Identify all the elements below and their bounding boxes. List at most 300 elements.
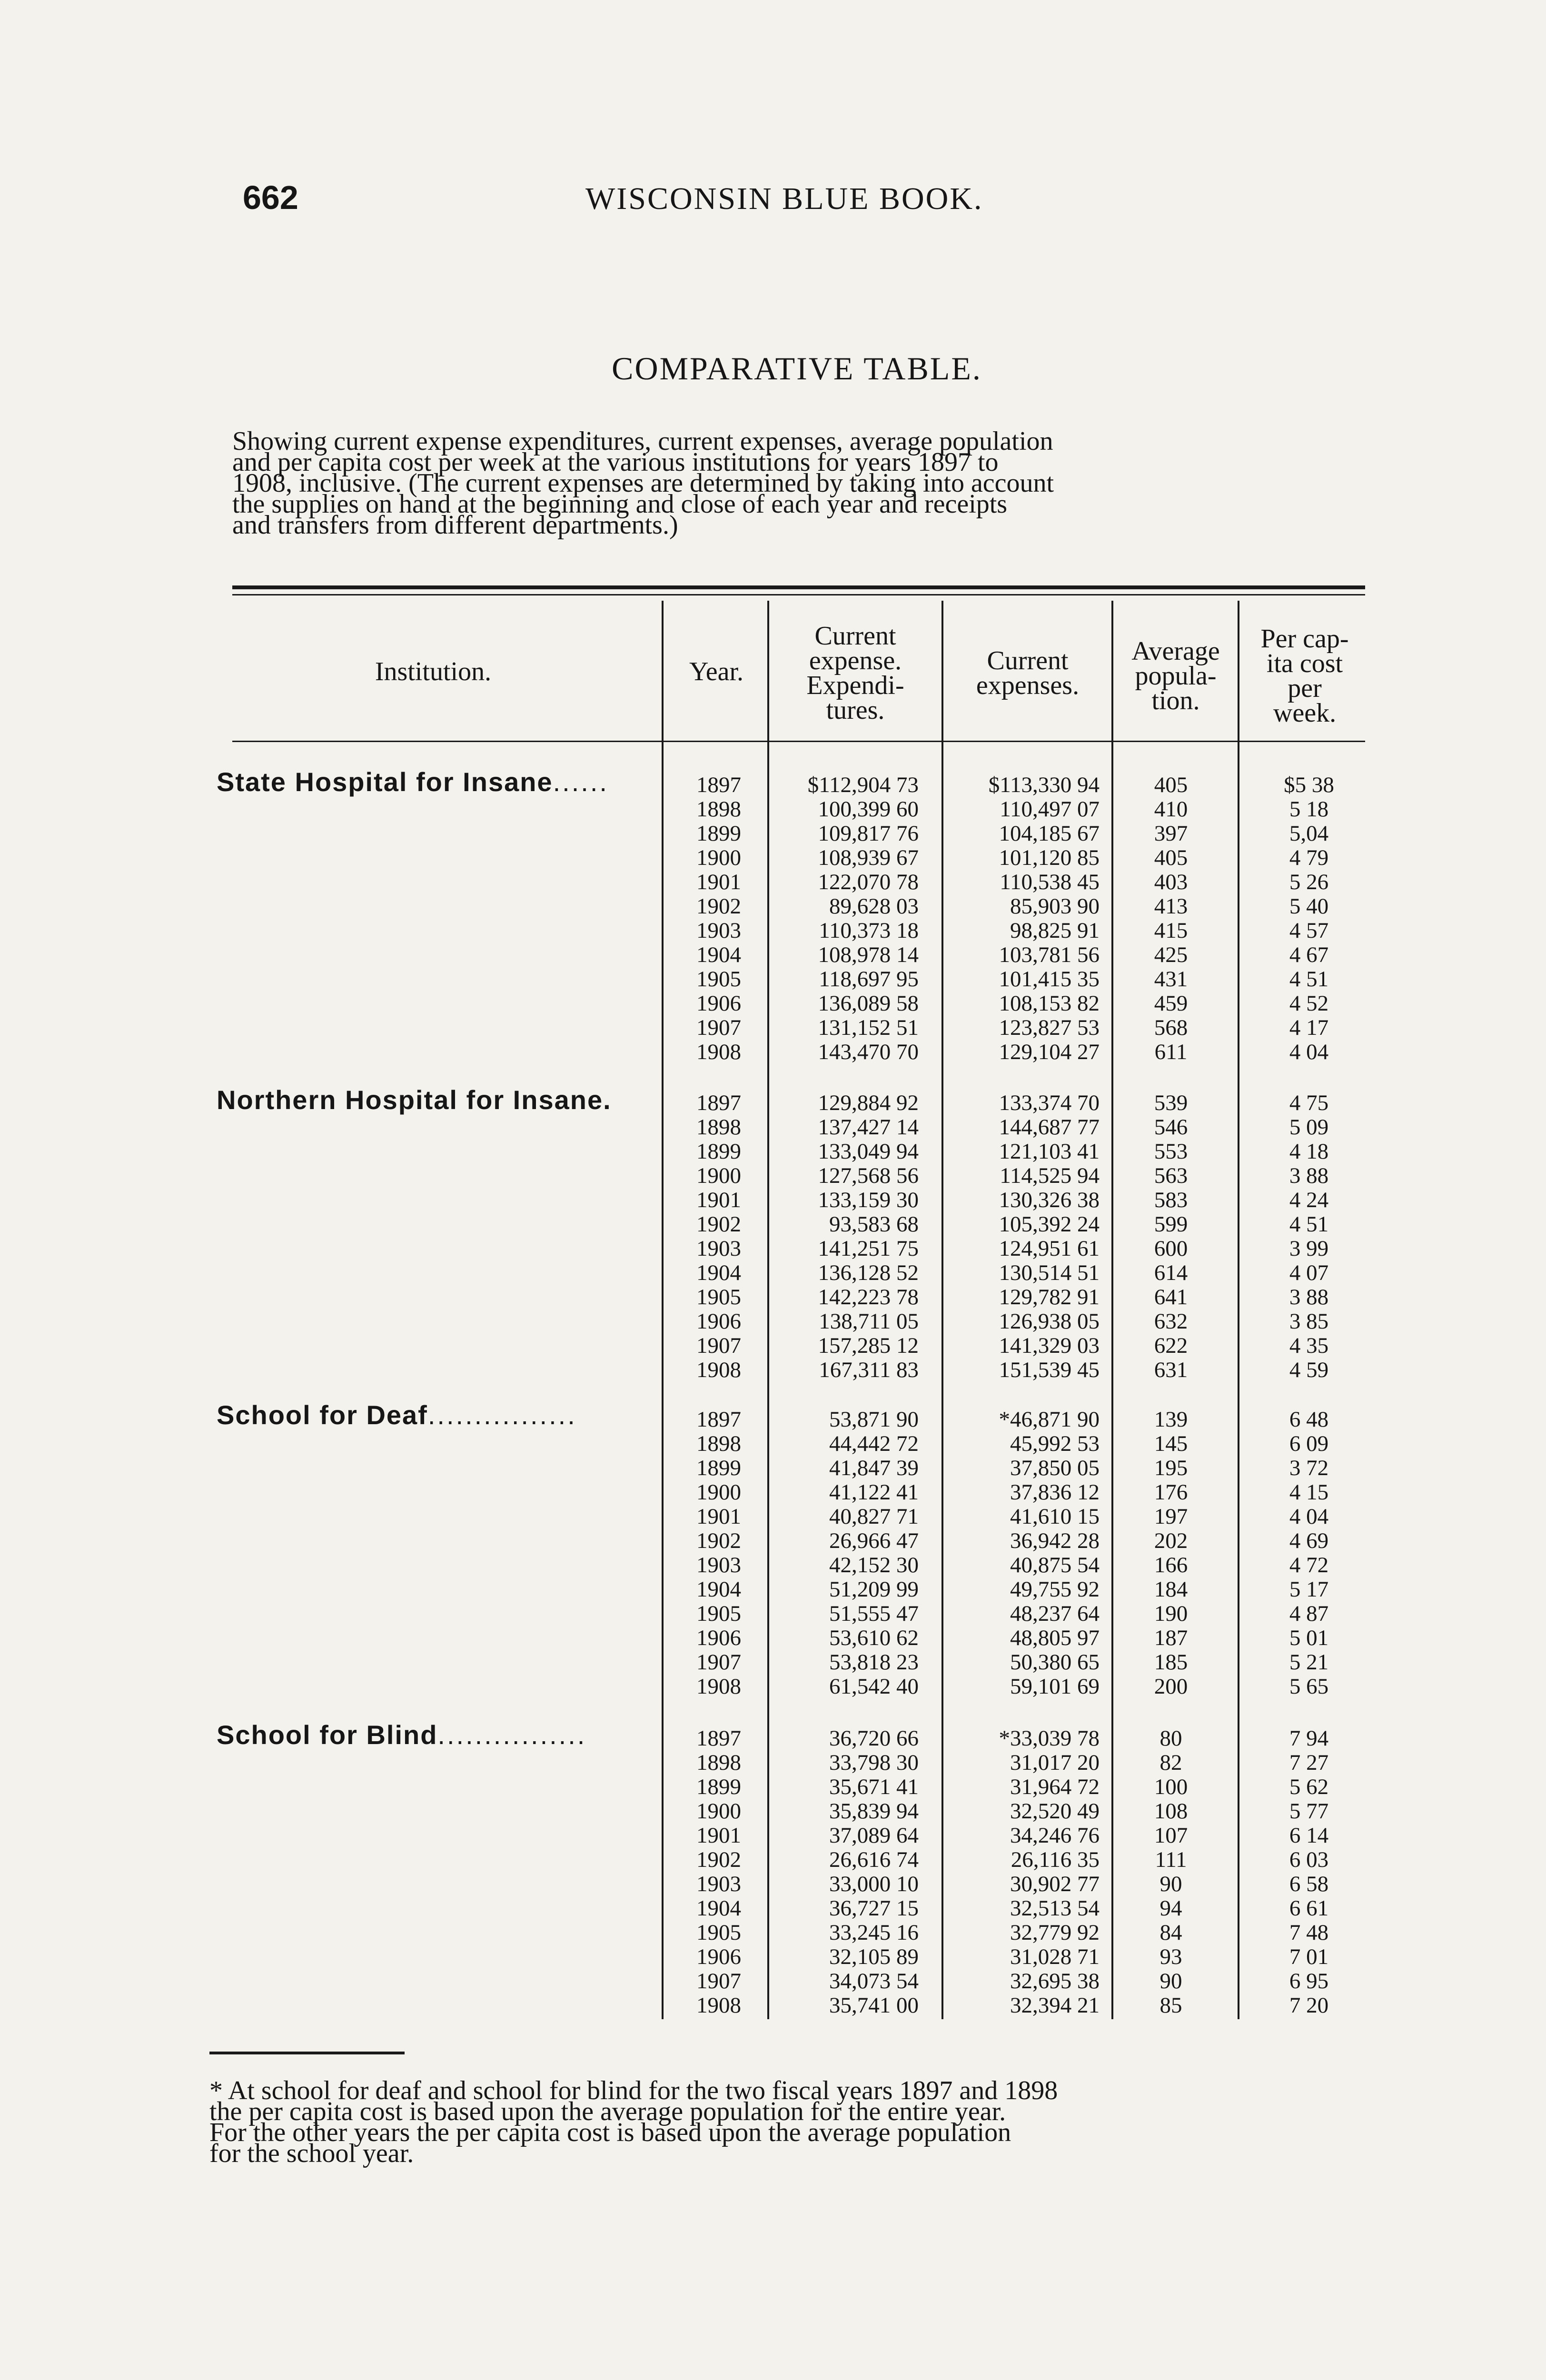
current-expense-cell: 130,514 51 — [999, 1260, 1100, 1285]
footnote-line: For the other years the per capita cost is based upon the average population — [209, 2118, 1011, 2147]
expenditure-cell: 136,089 58 — [818, 991, 919, 1016]
header-per-capita: Per cap- ita cost per week. — [1260, 624, 1349, 728]
expenditure-cell: 143,470 70 — [818, 1040, 919, 1064]
current-expense-cell: 32,394 21 — [1010, 1993, 1100, 2018]
year-cell: 1903 — [696, 1553, 741, 1577]
per-capita-cell: 3 85 — [1289, 1309, 1329, 1334]
per-capita-cell: $5 38 — [1284, 773, 1334, 797]
per-capita-cell: 3 99 — [1289, 1236, 1329, 1261]
expenditure-cell: 51,209 99 — [829, 1577, 919, 1602]
current-expense-cell: 31,017 20 — [1010, 1750, 1100, 1775]
table-row — [0, 1895, 1546, 1920]
table-row — [0, 1823, 1546, 1847]
table-row — [0, 918, 1546, 942]
year-cell: 1904 — [696, 1260, 741, 1285]
current-expense-cell: 49,755 92 — [1010, 1577, 1100, 1602]
per-capita-cell: 5 01 — [1289, 1626, 1329, 1650]
per-capita-cell: 6 58 — [1289, 1872, 1329, 1896]
expenditure-cell: 100,399 60 — [818, 797, 919, 822]
per-capita-cell: 5 21 — [1289, 1650, 1329, 1675]
expenditure-cell: 37,089 64 — [829, 1823, 919, 1848]
population-cell: 583 — [1154, 1188, 1188, 1212]
current-expense-cell: 151,539 45 — [999, 1358, 1100, 1382]
population-cell: 200 — [1154, 1674, 1188, 1699]
current-expense-cell: 130,326 38 — [999, 1188, 1100, 1212]
year-cell: 1903 — [696, 1872, 741, 1896]
current-expense-cell: 59,101 69 — [1010, 1674, 1100, 1699]
population-cell: 80 — [1160, 1726, 1182, 1751]
table-row — [0, 796, 1546, 821]
per-capita-cell: 5 62 — [1289, 1775, 1329, 1799]
population-cell: 166 — [1154, 1553, 1188, 1577]
expenditure-cell: 44,442 72 — [829, 1431, 919, 1456]
per-capita-cell: 4 75 — [1289, 1091, 1329, 1115]
year-cell: 1902 — [696, 894, 741, 919]
per-capita-cell: 4 51 — [1289, 967, 1329, 992]
per-capita-cell: 4 07 — [1289, 1260, 1329, 1285]
year-cell: 1906 — [696, 1309, 741, 1334]
current-expense-cell: 31,028 71 — [1010, 1944, 1100, 1969]
population-cell: 197 — [1154, 1504, 1188, 1529]
table-row — [0, 821, 1546, 845]
year-cell: 1897 — [696, 1726, 741, 1751]
institution-label: State Hospital for Insane...... — [217, 767, 609, 797]
year-cell: 1900 — [696, 1799, 741, 1824]
table-row — [0, 1504, 1546, 1528]
expenditure-cell: 127,568 56 — [818, 1163, 919, 1188]
expenditure-cell: 36,727 15 — [829, 1896, 919, 1921]
year-cell: 1901 — [696, 870, 741, 894]
expenditure-cell: 137,427 14 — [818, 1115, 919, 1140]
current-expense-cell: 48,237 64 — [1010, 1601, 1100, 1626]
current-expense-cell: 101,415 35 — [999, 967, 1100, 992]
population-cell: 93 — [1160, 1944, 1182, 1969]
current-expense-cell: *46,871 90 — [999, 1407, 1100, 1432]
population-cell: 84 — [1160, 1920, 1182, 1945]
per-capita-cell: 5 26 — [1289, 870, 1329, 894]
current-expense-cell: 133,374 70 — [999, 1091, 1100, 1115]
per-capita-cell: 4 15 — [1289, 1480, 1329, 1505]
intro-line: and transfers from different departments.) — [232, 510, 678, 540]
table-row — [0, 1847, 1546, 1871]
current-expense-cell: 48,805 97 — [1010, 1626, 1100, 1650]
per-capita-cell: 4 87 — [1289, 1601, 1329, 1626]
per-capita-cell: 5 17 — [1289, 1577, 1329, 1602]
table-row — [0, 942, 1546, 966]
population-cell: 410 — [1154, 797, 1188, 822]
year-cell: 1907 — [696, 1015, 741, 1040]
table-row — [0, 1211, 1546, 1236]
year-cell: 1899 — [696, 1139, 741, 1164]
per-capita-cell: 3 72 — [1289, 1456, 1329, 1480]
table-row — [0, 1114, 1546, 1139]
header-expenditures: Current expense. Expendi- tures. — [806, 621, 904, 725]
population-cell: 107 — [1154, 1823, 1188, 1848]
year-cell: 1901 — [696, 1504, 741, 1529]
population-cell: 431 — [1154, 967, 1188, 992]
expenditure-cell: 141,251 75 — [818, 1236, 919, 1261]
per-capita-cell: 4 18 — [1289, 1139, 1329, 1164]
table-row — [0, 1798, 1546, 1823]
year-cell: 1900 — [696, 845, 741, 870]
header-average-population: Average popula- tion. — [1131, 636, 1220, 715]
year-cell: 1902 — [696, 1212, 741, 1237]
current-expense-cell: 32,779 92 — [1010, 1920, 1100, 1945]
population-cell: 563 — [1154, 1163, 1188, 1188]
population-cell: 539 — [1154, 1091, 1188, 1115]
population-cell: 403 — [1154, 870, 1188, 894]
expenditure-cell: 41,847 39 — [829, 1456, 919, 1480]
year-cell: 1898 — [696, 1431, 741, 1456]
year-cell: 1906 — [696, 991, 741, 1016]
year-cell: 1905 — [696, 1920, 741, 1945]
current-expense-cell: 121,103 41 — [999, 1139, 1100, 1164]
per-capita-cell: 4 24 — [1289, 1188, 1329, 1212]
table-row — [0, 1625, 1546, 1649]
per-capita-cell: 4 04 — [1289, 1040, 1329, 1064]
current-expense-cell: 124,951 61 — [999, 1236, 1100, 1261]
population-cell: 145 — [1154, 1431, 1188, 1456]
population-cell: 568 — [1154, 1015, 1188, 1040]
expenditure-cell: 108,978 14 — [818, 942, 919, 967]
expenditure-cell: 35,839 94 — [829, 1799, 919, 1824]
expenditure-cell: 53,871 90 — [829, 1407, 919, 1432]
expenditure-cell: 133,049 94 — [818, 1139, 919, 1164]
population-cell: 185 — [1154, 1650, 1188, 1675]
year-cell: 1902 — [696, 1528, 741, 1553]
year-cell: 1906 — [696, 1944, 741, 1969]
per-capita-cell: 4 79 — [1289, 845, 1329, 870]
table-row — [0, 893, 1546, 918]
expenditure-cell: 41,122 41 — [829, 1480, 919, 1505]
table-row — [0, 1552, 1546, 1577]
current-expense-cell: 123,827 53 — [999, 1015, 1100, 1040]
table-row — [0, 1577, 1546, 1601]
footnote — [209, 2076, 1347, 2168]
header-year: Year. — [689, 657, 744, 686]
table-row — [0, 966, 1546, 991]
per-capita-cell: 4 67 — [1289, 942, 1329, 967]
expenditure-cell: 26,616 74 — [829, 1847, 919, 1872]
year-cell: 1907 — [696, 1969, 741, 1993]
per-capita-cell: 4 04 — [1289, 1504, 1329, 1529]
population-cell: 611 — [1154, 1040, 1188, 1064]
year-cell: 1897 — [696, 1091, 741, 1115]
current-expense-cell: 32,513 54 — [1010, 1896, 1100, 1921]
year-cell: 1907 — [696, 1650, 741, 1675]
year-cell: 1898 — [696, 1115, 741, 1140]
year-cell: 1897 — [696, 773, 741, 797]
expenditure-cell: 110,373 18 — [819, 918, 919, 943]
page-number: 662 — [243, 179, 298, 216]
year-cell: 1905 — [696, 1285, 741, 1309]
table-row — [0, 1357, 1546, 1381]
current-expense-cell: 101,120 85 — [999, 845, 1100, 870]
population-cell: 82 — [1160, 1750, 1182, 1775]
current-expense-cell: 36,942 28 — [1010, 1528, 1100, 1553]
current-expense-cell: 30,902 77 — [1010, 1872, 1100, 1896]
running-head: WISCONSIN BLUE BOOK. — [585, 181, 983, 216]
current-expense-cell: 37,836 12 — [1010, 1480, 1100, 1505]
expenditure-cell: 42,152 30 — [829, 1553, 919, 1577]
year-cell: 1900 — [696, 1163, 741, 1188]
current-expense-cell: 98,825 91 — [1010, 918, 1100, 943]
current-expense-cell: 31,964 72 — [1010, 1775, 1100, 1799]
expenditure-cell: 33,245 16 — [829, 1920, 919, 1945]
per-capita-cell: 5 09 — [1289, 1115, 1329, 1140]
population-cell: 413 — [1154, 894, 1188, 919]
table-row — [0, 1968, 1546, 1993]
per-capita-cell: 5 77 — [1289, 1799, 1329, 1824]
per-capita-cell: 6 95 — [1289, 1969, 1329, 1993]
population-cell: 111 — [1155, 1847, 1187, 1872]
expenditure-cell: 61,542 40 — [829, 1674, 919, 1699]
population-cell: 632 — [1154, 1309, 1188, 1334]
footnote-line: for the school year. — [209, 2139, 414, 2168]
population-cell: 202 — [1154, 1528, 1188, 1553]
per-capita-cell: 5 18 — [1289, 797, 1329, 822]
year-cell: 1904 — [696, 1577, 741, 1602]
current-expense-cell: 32,520 49 — [1010, 1799, 1100, 1824]
expenditure-cell: 108,939 67 — [818, 845, 919, 870]
population-cell: 405 — [1154, 845, 1188, 870]
population-cell: 176 — [1154, 1480, 1188, 1505]
expenditure-cell: 53,610 62 — [829, 1626, 919, 1650]
population-cell: 108 — [1154, 1799, 1188, 1824]
expenditure-cell: 122,070 78 — [818, 870, 919, 894]
institution-label: School for Blind................ — [217, 1720, 587, 1750]
per-capita-cell: 6 48 — [1289, 1407, 1329, 1432]
expenditure-cell: 129,884 92 — [818, 1091, 919, 1115]
current-expense-cell: 26,116 35 — [1011, 1847, 1100, 1872]
table-row — [0, 1236, 1546, 1260]
expenditure-cell: 93,583 68 — [829, 1212, 919, 1237]
header-institution: Institution. — [375, 657, 492, 686]
current-expense-cell: 108,153 82 — [999, 991, 1100, 1016]
year-cell: 1902 — [696, 1847, 741, 1872]
population-cell: 90 — [1160, 1969, 1182, 1993]
expenditure-cell: 167,311 83 — [819, 1358, 919, 1382]
table-top-rule-thin — [232, 594, 1365, 595]
year-cell: 1899 — [696, 821, 741, 846]
table-row — [0, 1674, 1546, 1698]
population-cell: 425 — [1154, 942, 1188, 967]
year-cell: 1904 — [696, 942, 741, 967]
expenditure-cell: 36,720 66 — [829, 1726, 919, 1751]
table-row — [0, 1774, 1546, 1798]
population-cell: 599 — [1154, 1212, 1188, 1237]
table-row — [0, 1993, 1546, 2017]
population-cell: 100 — [1154, 1775, 1188, 1799]
per-capita-cell: 4 57 — [1289, 918, 1329, 943]
current-expense-cell: 34,246 76 — [1010, 1823, 1100, 1848]
year-cell: 1901 — [696, 1823, 741, 1848]
current-expense-cell: 110,538 45 — [1000, 870, 1100, 894]
per-capita-cell: 5,04 — [1289, 821, 1329, 846]
expenditure-cell: 33,798 30 — [829, 1750, 919, 1775]
current-expense-cell: 114,525 94 — [1000, 1163, 1100, 1188]
year-cell: 1898 — [696, 797, 741, 822]
per-capita-cell: 5 40 — [1289, 894, 1329, 919]
population-cell: 553 — [1154, 1139, 1188, 1164]
current-expense-cell: 129,104 27 — [999, 1040, 1100, 1064]
current-expense-cell: 103,781 56 — [999, 942, 1100, 967]
expenditure-cell: 118,697 95 — [819, 967, 919, 992]
institution-label: Northern Hospital for Insane. — [217, 1085, 612, 1115]
expenditure-cell: 133,159 30 — [818, 1188, 919, 1212]
year-cell: 1901 — [696, 1188, 741, 1212]
expenditure-cell: 131,152 51 — [818, 1015, 919, 1040]
per-capita-cell: 7 48 — [1289, 1920, 1329, 1945]
table-row — [0, 1528, 1546, 1552]
year-cell: 1905 — [696, 1601, 741, 1626]
population-cell: 187 — [1154, 1626, 1188, 1650]
table-row — [0, 1479, 1546, 1504]
expenditure-cell: 26,966 47 — [829, 1528, 919, 1553]
current-expense-cell: 104,185 67 — [999, 821, 1100, 846]
footnote-rule — [209, 2052, 405, 2054]
per-capita-cell: 4 35 — [1289, 1333, 1329, 1358]
table-row — [0, 1309, 1546, 1333]
per-capita-cell: 6 03 — [1289, 1847, 1329, 1872]
per-capita-cell: 4 72 — [1289, 1553, 1329, 1577]
population-cell: 415 — [1154, 918, 1188, 943]
per-capita-cell: 7 20 — [1289, 1993, 1329, 2018]
table-row — [0, 991, 1546, 1015]
year-cell: 1907 — [696, 1333, 741, 1358]
expenditure-cell: 136,128 52 — [818, 1260, 919, 1285]
year-cell: 1908 — [696, 1674, 741, 1699]
current-expense-cell: *33,039 78 — [999, 1726, 1100, 1751]
intro-paragraph — [232, 426, 1365, 540]
table-row — [0, 1431, 1546, 1455]
table-row — [0, 1260, 1546, 1284]
population-cell: 622 — [1154, 1333, 1188, 1358]
table-row — [0, 1750, 1546, 1774]
year-cell: 1898 — [696, 1750, 741, 1775]
current-expense-cell: 129,782 91 — [999, 1285, 1100, 1309]
year-cell: 1903 — [696, 1236, 741, 1261]
population-cell: 614 — [1154, 1260, 1188, 1285]
intro-line: Showing current expense expenditures, current expenses, average population — [232, 426, 1053, 456]
current-expense-cell: 126,938 05 — [999, 1309, 1100, 1334]
current-expense-cell: 105,392 24 — [999, 1212, 1100, 1237]
current-expense-cell: 50,380 65 — [1010, 1650, 1100, 1675]
expenditure-cell: 51,555 47 — [829, 1601, 919, 1626]
table-row — [0, 1944, 1546, 1968]
per-capita-cell: 4 52 — [1289, 991, 1329, 1016]
year-cell: 1906 — [696, 1626, 741, 1650]
population-cell: 184 — [1154, 1577, 1188, 1602]
per-capita-cell: 6 09 — [1289, 1431, 1329, 1456]
expenditure-cell: 35,741 00 — [829, 1993, 919, 2018]
table-row — [0, 1139, 1546, 1163]
table-row — [0, 845, 1546, 869]
table-row — [0, 1163, 1546, 1187]
year-cell: 1903 — [696, 918, 741, 943]
table-row — [0, 1284, 1546, 1309]
table-row — [0, 1333, 1546, 1357]
current-expense-cell: 45,992 53 — [1010, 1431, 1100, 1456]
table-row — [0, 1039, 1546, 1063]
table-row — [0, 1871, 1546, 1895]
population-cell: 405 — [1154, 773, 1188, 797]
year-cell: 1899 — [696, 1775, 741, 1799]
per-capita-cell: 3 88 — [1289, 1163, 1329, 1188]
per-capita-cell: 4 51 — [1289, 1212, 1329, 1237]
expenditure-cell: 53,818 23 — [829, 1650, 919, 1675]
table-row — [0, 1015, 1546, 1039]
year-cell: 1908 — [696, 1358, 741, 1382]
population-cell: 85 — [1160, 1993, 1182, 2018]
population-cell: 139 — [1154, 1407, 1188, 1432]
year-cell: 1899 — [696, 1456, 741, 1480]
intro-line: and per capita cost per week at the various institutions for years 1897 to — [232, 447, 999, 477]
table-row — [0, 1187, 1546, 1211]
year-cell: 1897 — [696, 1407, 741, 1432]
per-capita-cell: 4 59 — [1289, 1358, 1329, 1382]
institution-label: School for Deaf................ — [217, 1400, 577, 1430]
per-capita-cell: 4 17 — [1289, 1015, 1329, 1040]
year-cell: 1908 — [696, 1993, 741, 2018]
expenditure-cell: 109,817 76 — [818, 821, 919, 846]
table-row — [0, 1601, 1546, 1625]
population-cell: 546 — [1154, 1115, 1188, 1140]
per-capita-cell: 3 88 — [1289, 1285, 1329, 1309]
per-capita-cell: 5 65 — [1289, 1674, 1329, 1699]
table-row — [0, 869, 1546, 893]
population-cell: 459 — [1154, 991, 1188, 1016]
table-top-rule — [232, 585, 1365, 589]
footnote-line: * At school for deaf and school for blind for the two fiscal years 1897 and 1898 — [209, 2076, 1058, 2105]
current-expense-cell: 40,875 54 — [1010, 1553, 1100, 1577]
population-cell: 190 — [1154, 1601, 1188, 1626]
table-row — [0, 1090, 1546, 1114]
header-current-expenses: Current expenses. — [976, 646, 1080, 700]
expenditure-cell: 40,827 71 — [829, 1504, 919, 1529]
expenditure-cell: 157,285 12 — [818, 1333, 919, 1358]
population-cell: 631 — [1154, 1358, 1188, 1382]
header-rule — [232, 741, 1365, 742]
per-capita-cell: 4 69 — [1289, 1528, 1329, 1553]
per-capita-cell: 7 01 — [1289, 1944, 1329, 1969]
table-row — [0, 772, 1546, 796]
population-cell: 195 — [1154, 1456, 1188, 1480]
expenditure-cell: 35,671 41 — [829, 1775, 919, 1799]
current-expense-cell: 141,329 03 — [999, 1333, 1100, 1358]
table-row — [0, 1407, 1546, 1431]
expenditure-cell: 138,711 05 — [819, 1309, 919, 1334]
table-row — [0, 1920, 1546, 1944]
current-expense-cell: 144,687 77 — [999, 1115, 1100, 1140]
population-cell: 90 — [1160, 1872, 1182, 1896]
table-title: COMPARATIVE TABLE. — [612, 350, 982, 387]
population-cell: 397 — [1154, 821, 1188, 846]
current-expense-cell: $113,330 94 — [988, 773, 1100, 797]
year-cell: 1908 — [696, 1040, 741, 1064]
per-capita-cell: 7 94 — [1289, 1726, 1329, 1751]
current-expense-cell: 110,497 07 — [1000, 797, 1100, 822]
table-row — [0, 1455, 1546, 1479]
expenditure-cell: $112,904 73 — [807, 773, 919, 797]
population-cell: 94 — [1160, 1896, 1182, 1921]
per-capita-cell: 6 14 — [1289, 1823, 1329, 1848]
current-expense-cell: 85,903 90 — [1010, 894, 1100, 919]
year-cell: 1900 — [696, 1480, 741, 1505]
current-expense-cell: 37,850 05 — [1010, 1456, 1100, 1480]
expenditure-cell: 89,628 03 — [829, 894, 919, 919]
footnote-line: the per capita cost is based upon the average population for the entire year. — [209, 2097, 1006, 2126]
